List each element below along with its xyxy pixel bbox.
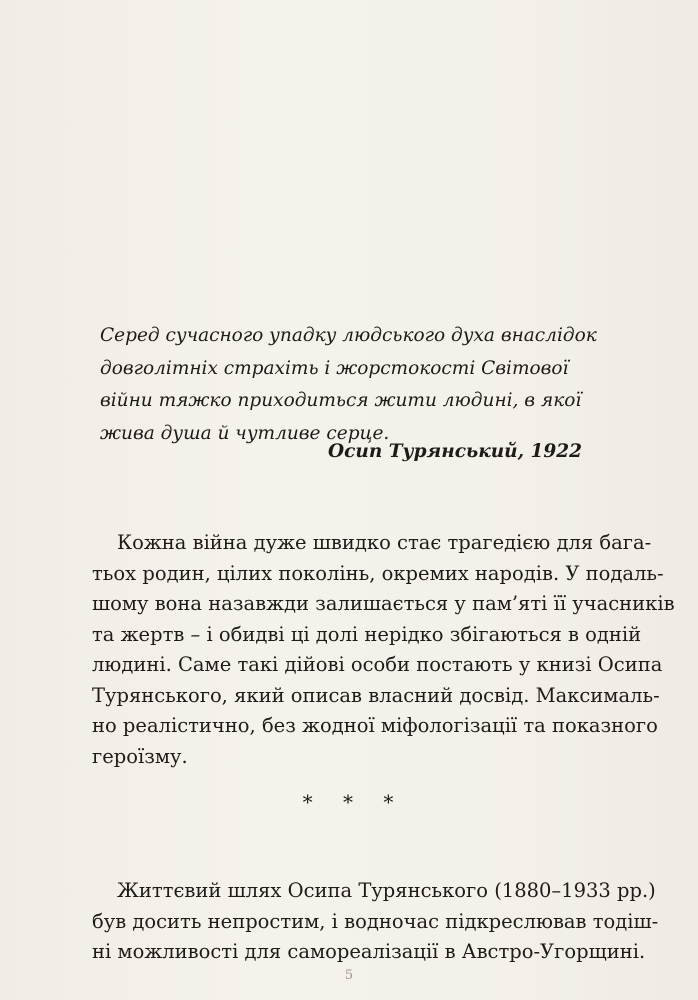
paragraph-1 [92, 528, 675, 772]
paragraph-line: шому вона назавжди залишається у пам’яті її учасників [92, 592, 675, 615]
epigraph-line: довголітніх страхіть і жорстокості Світової [100, 357, 569, 379]
paragraph-line: людині. Саме такі дійові особи постають у книзі Осипа [92, 653, 663, 676]
paragraph-line: ні можливості для самореалізації в Австро-Угорщині. [92, 940, 646, 963]
paragraph-line: тьох родин, цілих поколінь, окремих народів. У подаль- [92, 561, 664, 585]
epigraph-author: Осип Турянський, 1922 [328, 441, 582, 462]
epigraph-line: Серед сучасного упадку людського духа внаслідок [100, 325, 597, 346]
epigraph-quote [100, 320, 597, 450]
epigraph-line: війни тяжко приходиться жити людині, в якої [100, 390, 582, 411]
paragraph-2 [92, 876, 659, 968]
paragraph-line: но реалістично, без жодної міфологізації та показного [92, 714, 658, 737]
paragraph-line: героїзму. [92, 744, 188, 768]
paragraph-line: Кожна війна дуже швидко стає трагедією для бага- [117, 531, 652, 554]
paragraph-line: був досить непростим, і водночас підкреслював тодіш- [92, 909, 659, 933]
section-separator: * * * [302, 790, 406, 814]
epigraph-line: жива душа й чутливе серце. [100, 422, 390, 444]
paragraph-line: та жертв – і обидві ці долі нерідко збігаються в одній [92, 622, 642, 646]
page-number: 5 [344, 968, 354, 983]
paragraph-line: Турянського, який описав власний досвід. Максималь- [92, 683, 660, 707]
paragraph-line: Життєвий шлях Осипа Турянського (1880–1933 рр.) [117, 879, 656, 902]
